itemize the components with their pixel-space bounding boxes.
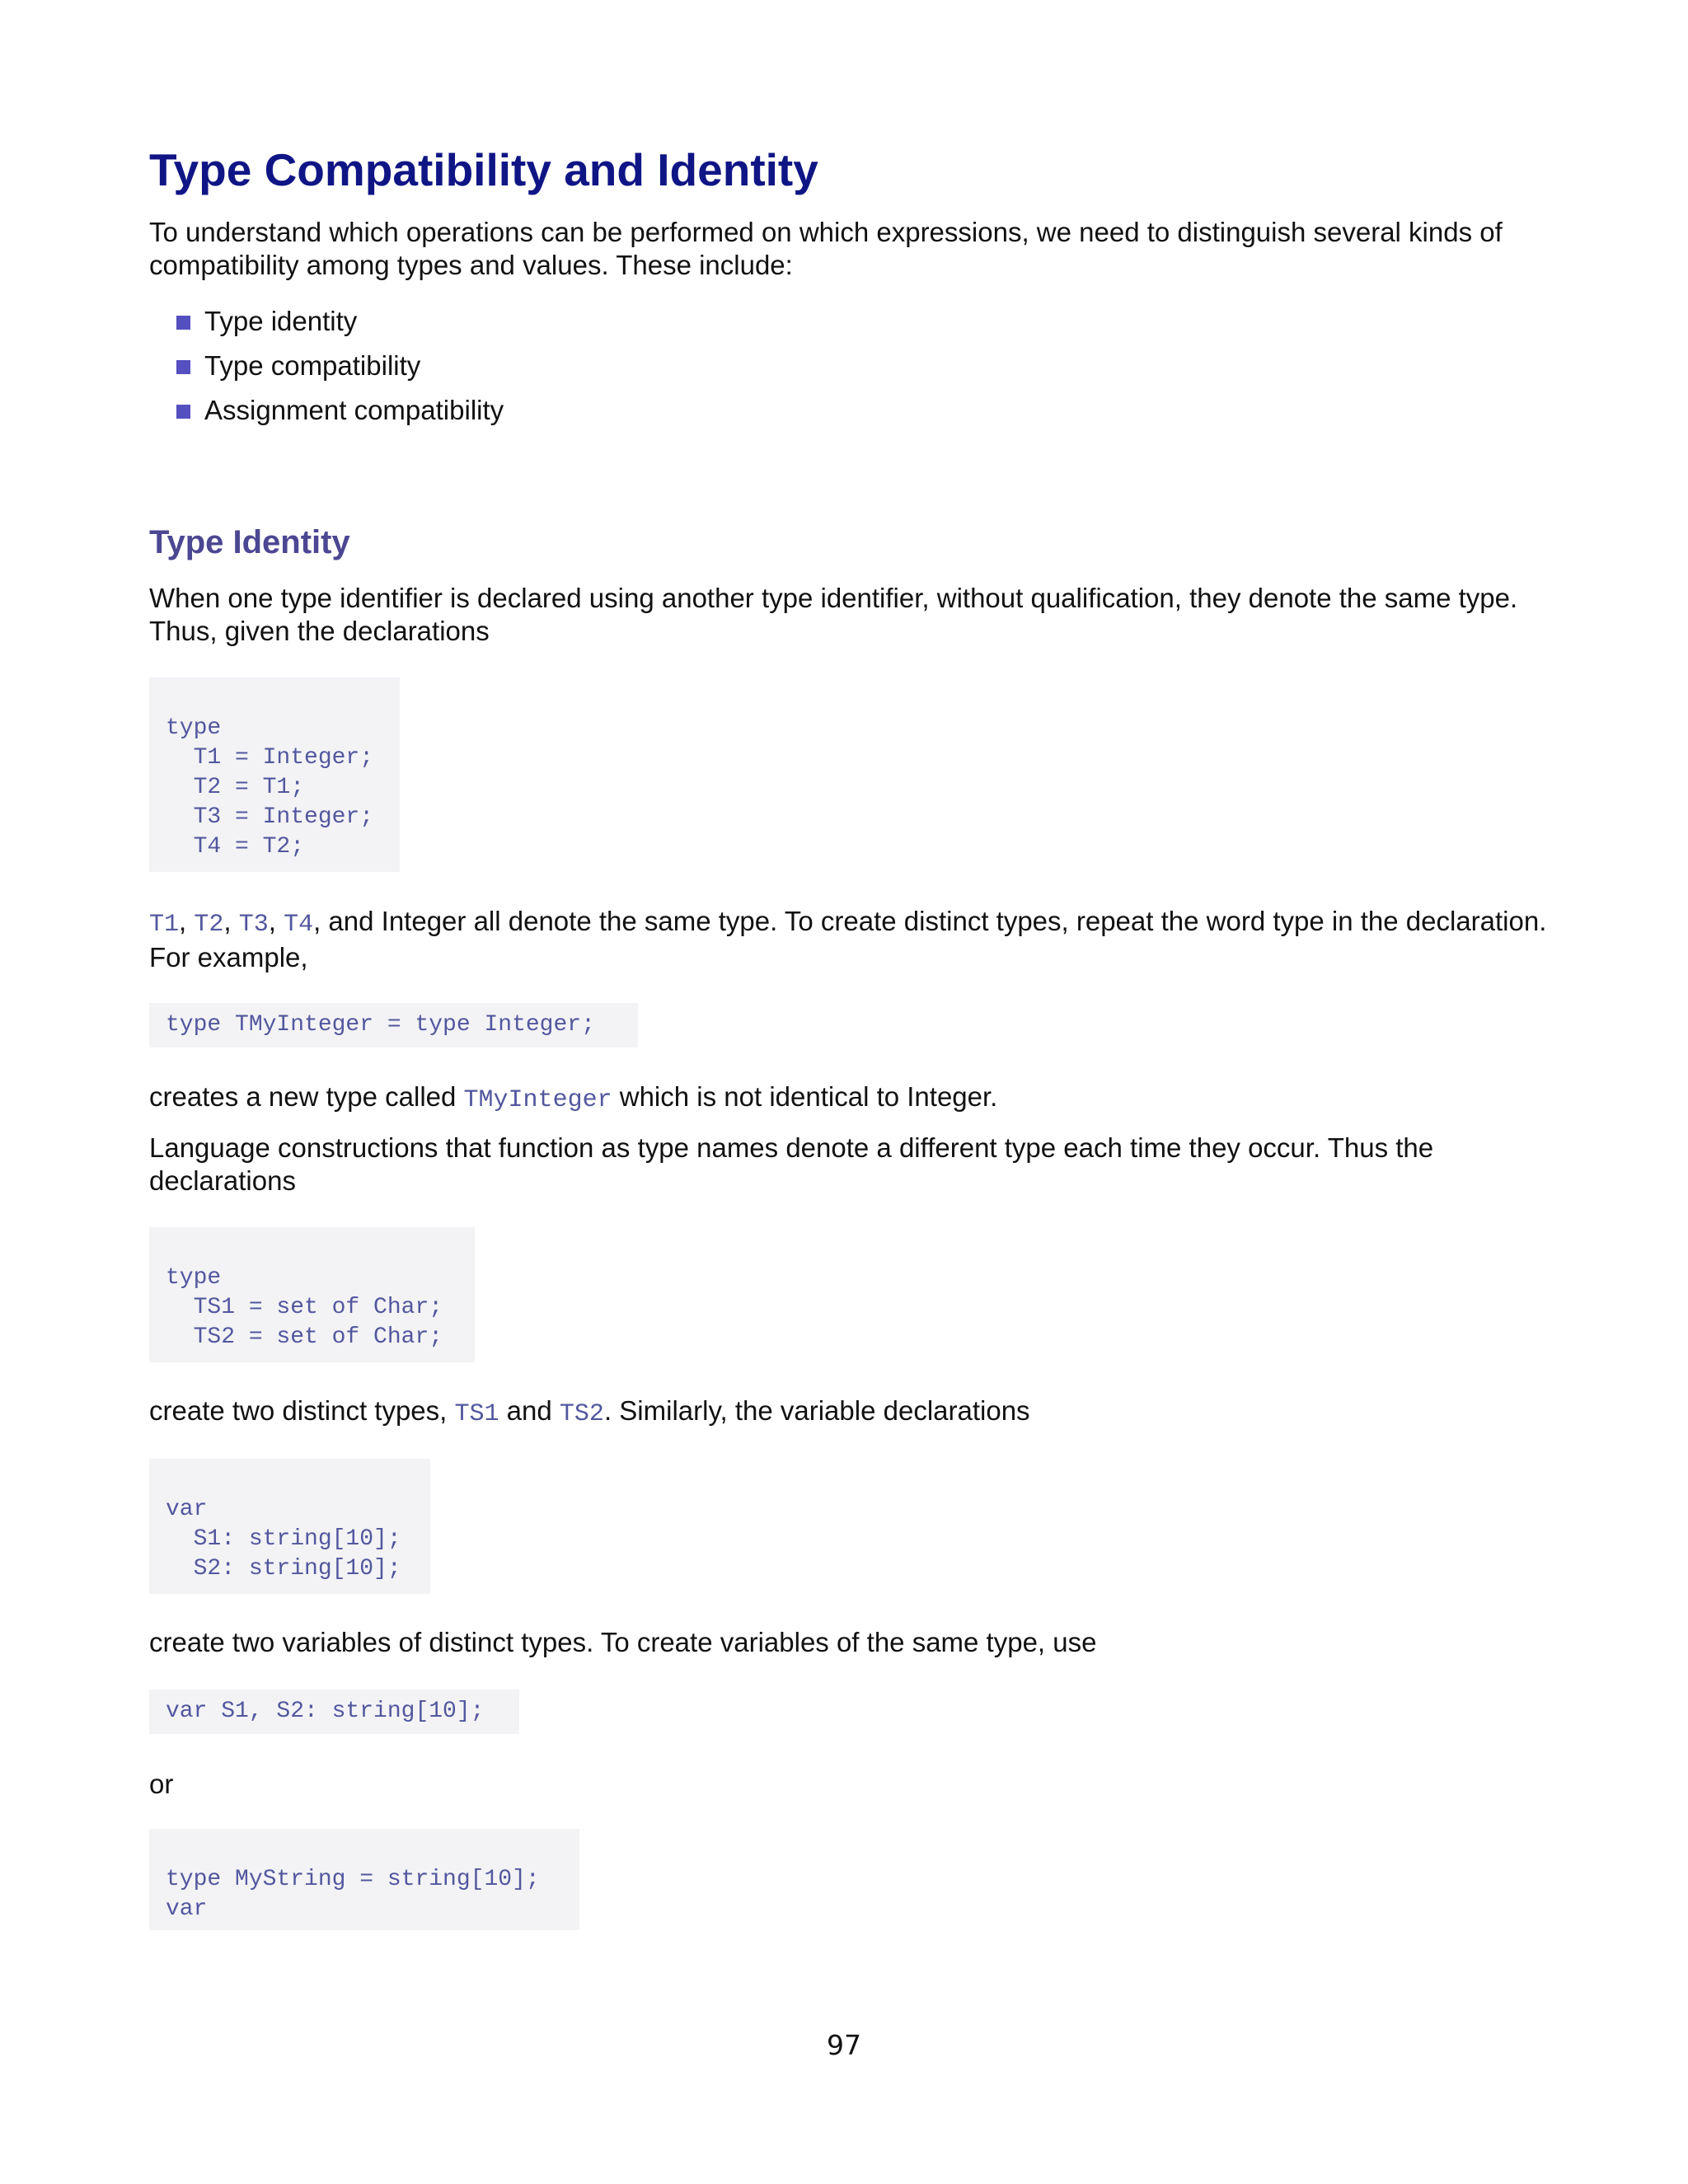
code-block-distinct-type: type TMyInteger = type Integer; [149,1003,638,1047]
list-item [149,388,504,433]
distinct-types-paragraph: create two distinct types, TS1 and TS2. Similarly, the variable declarations [149,1395,1030,1428]
page-number: 97 [827,2029,861,2061]
section-heading: Type Identity [149,524,350,560]
inline-code-t4: T4 [284,911,314,939]
inline-code-tmyinteger: TMyInteger [463,1086,612,1114]
code-block-variable-declarations: var S1: string[10]; S2: string[10]; [149,1459,430,1594]
inline-code-t3: T3 [238,911,269,939]
inline-code-ts2: TS2 [559,1400,604,1428]
code-block-named-string-type: type MyString = string[10]; var [149,1829,579,1930]
list-item-label: Type compatibility [204,350,421,381]
inline-code-t2: T2 [194,911,224,939]
bullet-square-icon [176,405,190,419]
intro-paragraph: To understand which operations can be performed on which expressions, we need to distinguish several kinds of compatibility among types and values. These include: [149,217,1503,280]
bullet-list [149,299,504,433]
code-block-shared-declaration: var S1, S2: string[10]; [149,1690,519,1734]
inline-code-ts1: TS1 [454,1400,499,1428]
list-item [149,344,504,388]
bullet-square-icon [176,316,190,330]
same-type-paragraph: create two variables of distinct types. To create variables of the same type, use [149,1627,1097,1657]
identity-paragraph: When one type identifier is declared using another type identifier, without qualification, they denote the same type. Thus, given the declarations [149,583,1518,646]
language-constructions-paragraph: Language constructions that function as type names denote a different type each time they occur. Thus the declarations [149,1132,1434,1196]
page-title: Type Compatibility and Identity [149,144,818,195]
bullet-square-icon [176,360,190,374]
list-item-label: Type identity [204,306,358,336]
list-item-label: Assignment compatibility [204,395,504,425]
inline-code-t1: T1 [149,911,180,939]
code-block-type-aliases: type T1 = Integer; T2 = T1; T3 = Integer; T4 = T2; [149,677,400,872]
or-paragraph: or [149,1769,174,1799]
new-type-paragraph: creates a new type called TMyInteger which is not identical to Integer. [149,1081,998,1114]
list-item [149,299,504,344]
code-block-set-types: type TS1 = set of Char; TS2 = set of Char; [149,1227,475,1362]
identity-result-paragraph: T1, T2, T3, T4, and Integer all denote the same type. To create distinct types, repeat the word type in the declaration. For example, [149,906,1547,972]
